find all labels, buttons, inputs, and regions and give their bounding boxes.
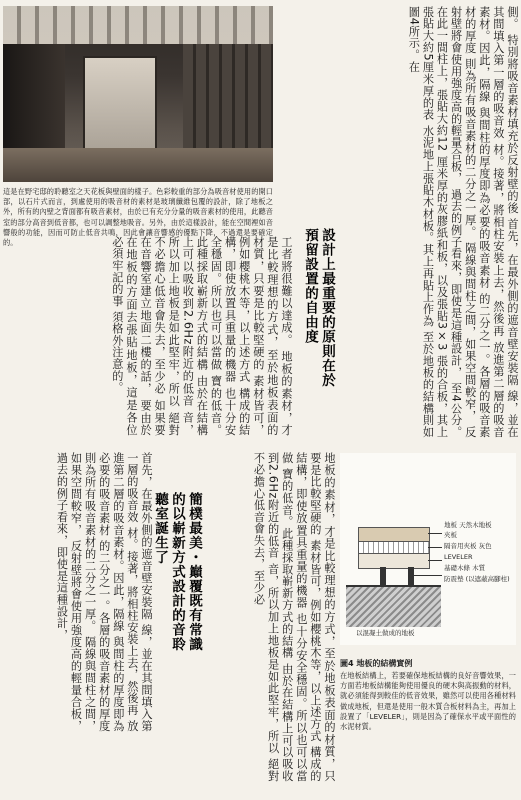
text-line: 素材皆可，例如櫻桃木等，以上述方式 <box>308 539 322 743</box>
leveler-leg <box>408 567 414 585</box>
diffuser-panel <box>83 56 157 155</box>
floor <box>3 148 273 182</box>
text-line: 放進第二層的吸音素材。因此，隔線 <box>477 6 505 438</box>
text-line: 工者將很難以達成。 <box>280 236 293 347</box>
text-line: 則為所有吸音素材的二分之一厚。 <box>83 452 97 632</box>
text-line: 張的合板，其上張貼大約5厘米厚的表 <box>421 6 449 438</box>
text-line: 線，並在其間填入第一層的吸音效 <box>491 6 519 439</box>
figure-title: 圖4 地板的結構實例 <box>340 659 413 668</box>
floor-structure-diagram <box>340 453 516 645</box>
text-line: 如果要在音響室建立地面二樓的話， <box>139 236 167 437</box>
body-column-lower-mid <box>206 452 336 782</box>
text-line: 也十分安全穩固。所以也可以當做 <box>209 236 237 437</box>
text-line: 地板的素材，才是比較理想的方式，至於地板表面的材質，只要是比較堅硬的 <box>308 452 336 782</box>
text-line: 至於地板的結構則如圖4所示。在 <box>407 6 435 439</box>
figure-bottom-label: 以混凝土做成的地板 <box>356 629 415 637</box>
text-line: 音，所以加上地板是如此堅牢，所以 <box>167 236 195 436</box>
text-line: 由於在結構上可以吸收到2.6Hz附近的低音 <box>266 452 294 782</box>
section-heading-design: 設計上最重要的原則在於預留設置的自由度 <box>302 228 335 388</box>
text-line: 厘米厚的灰膠紙和板，以及張貼3×3 <box>435 155 449 351</box>
text-line: 則為所有吸音素材的二分之一厚。 <box>463 58 477 238</box>
text-line: 過去的例子看來，即使是這種設計， <box>449 188 463 379</box>
text-line: 地板的素材，才是比較理想的方式，至於地板表面的材質，只要是比較堅硬的 <box>251 236 293 437</box>
text-line: 材。接著，將相柱安裝上去，然後再 <box>125 527 139 717</box>
body-column-lower-left <box>3 452 153 732</box>
text-line: 構成的結構，即使放置具重量的機器 <box>223 236 251 437</box>
text-line: 至4公分。在此一間柱上，張貼大約12 <box>435 6 463 439</box>
text-line: 與間柱的厚度即為必要的吸音素材 <box>477 107 491 289</box>
soundproof-board-layer <box>358 553 430 569</box>
section-heading-new-room: 簡樸最美・巔覆既有常識的以嶄新方式設計的音聆聽室誕生了 <box>152 492 202 652</box>
text-line: 隔線與間柱之間，如果空間較窄， <box>69 452 97 733</box>
text-line: 絕對不必擔心低音會失去，至少必 <box>153 236 181 437</box>
listening-room-photo <box>3 6 273 182</box>
text-line: 過去的例子看來，即使是這種設計， <box>55 452 69 641</box>
text-line: 寶的低音。此種採取嶄新方式的結構 <box>280 468 294 659</box>
figure-label: 防震墊 (以遮蔽高腳柱) <box>444 575 510 583</box>
ceiling-panels <box>3 6 273 44</box>
figure-label: LEVELER <box>444 553 473 561</box>
text-line: 與間柱的厚度即為必要的吸音素材 <box>97 452 125 733</box>
figure-label: 地板 天然木地板 <box>444 521 492 529</box>
text-line: 構成的結構，即使放置具重量的機器 <box>294 452 322 782</box>
text-line: 水泥地上張貼木材板。其上再貼上作為 <box>421 124 435 327</box>
leveler-leg <box>380 567 386 585</box>
text-line: 音，所以加上地板是如此堅牢，所以 <box>266 563 280 754</box>
text-line: 的二分之一。各層的吸音素材的厚度 <box>97 540 111 732</box>
text-line: 特別將吸音素材填充於反射壁的後 <box>506 34 519 214</box>
text-line: 寶的低音。此種採取嶄新方式的結構 <box>195 236 223 437</box>
text-line: 的二分之一。各層的吸音素材的厚度 <box>463 6 491 439</box>
text-line: 也十分安全穩固。所以也可以當做 <box>280 452 308 783</box>
text-line: 反射壁將會使用強度高的輕量合板， <box>69 540 83 732</box>
text-line: 須格外注意的。 <box>110 310 124 394</box>
figure-caption: 在地板結構上，若要確保地板結構的良好音響效果，一方面若地板結構能夠使用優良的硬木與高振動的材料，就必須能得到較佳的低音效果，雖然可以使用各種材料做成地板，但還是使用一般木質合板材料為主，再加上設置了「LEVELER」，則是因為了確保水平或平面性的水泥材質。 <box>340 671 516 732</box>
text-line: 側。 <box>506 6 519 30</box>
text-line: 要由於在地板的方面去張貼地板，這是各位必須牢記的事 <box>110 236 153 437</box>
text-line: 反射壁將會使用強度高的輕量合板， <box>449 6 477 439</box>
text-line: 材。接著，將相柱安裝上去，然後再 <box>491 143 505 338</box>
figure-label: 隔音用夾板 灰色 <box>444 542 492 550</box>
figure-label: 基礎木條 木質 <box>444 564 486 572</box>
text-line: 由於在結構上可以吸收到2.6Hz附近的低音 <box>181 236 209 437</box>
body-column-left-mid <box>3 236 293 436</box>
text-line: 隔線與間柱之間，如果空間較窄， <box>463 242 477 422</box>
text-line: 放進第二層的吸音素材。因此，隔線 <box>111 452 139 732</box>
text-line: 素材皆可，例如櫻桃木等，以上述方式 <box>237 236 265 437</box>
text-line: 絕對不必擔心低音會失去，至少必 <box>252 452 280 783</box>
text-line: 線，並在其間填入第一層的吸音效 <box>125 452 153 733</box>
figure-label: 夾板 <box>444 531 457 539</box>
concrete-floor <box>346 585 441 627</box>
text-line: 首先，在最外側的遮音壁安裝隔 <box>140 452 153 620</box>
photo-caption: 這是在野宅邸的聆聽室之天花板與壁面的樣子。色彩較重的部分為吸音材使用的開口部，以石片式而言，到處使用的吸音材的素材是玻璃纖維包覆的設計，除了地板之外，所有的內壁之背面都有吸音素材，由於已有充分分量的吸音素材的使用，此聽音室的部分高音到低音都，也可以調整地吸音。另外，由於這樣設計，能在空間裡如音響般的功能，因而可防止低音共鳴，因此會讓音響感的優點下降，不過還是要確定的。 <box>3 187 273 248</box>
text-line: 首先，在最外側的遮音壁安裝隔 <box>506 218 519 386</box>
